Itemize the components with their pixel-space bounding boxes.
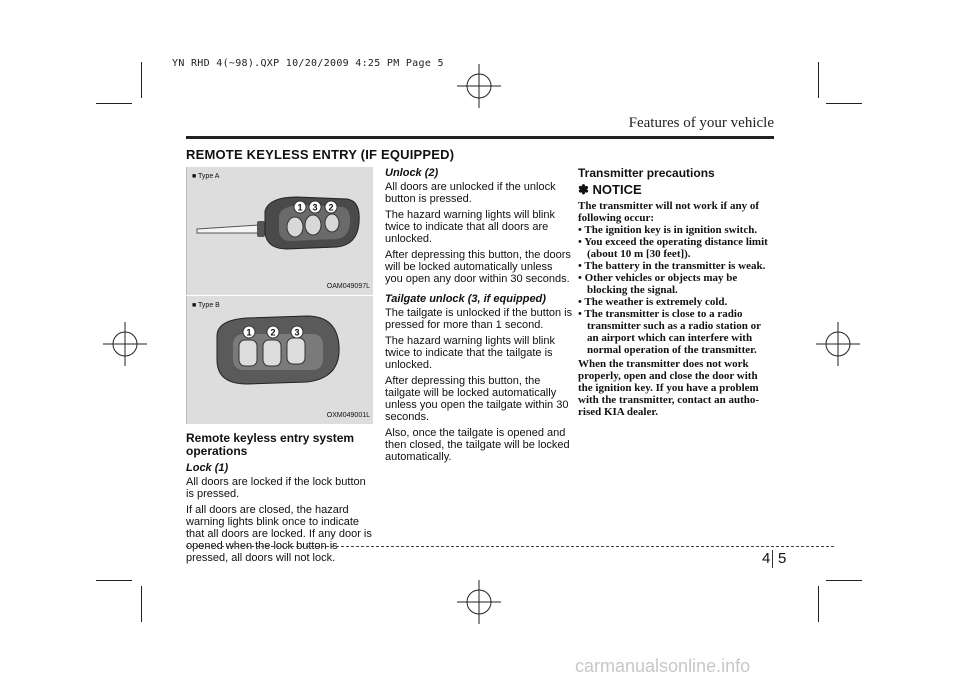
figure-type-b-code: OXM049001L — [326, 412, 370, 419]
notice-intro: The transmitter will not work if any of following occur: — [578, 200, 759, 224]
main-heading: REMOTE KEYLESS ENTRY (IF EQUIPPED) — [186, 147, 455, 162]
lock-paragraph-2: If all doors are closed, the hazard warning lights blink once to indicate that all doors are locked. If any door is opened when the lock button is pressed, all doors will not lock. — [186, 504, 372, 564]
type-a-button-3-label: 3 — [312, 202, 318, 213]
registration-mark-left — [103, 322, 147, 366]
notice-list — [578, 224, 774, 356]
figure-type-a-code: OAM049097L — [326, 283, 370, 290]
registration-mark-right — [816, 322, 860, 366]
unlock-paragraph-2: The hazard warning lights will blink twice to indicate that all doors are unlocked. — [385, 209, 555, 245]
type-a-button-labels — [187, 167, 373, 295]
tailgate-paragraph-4: Also, once the tailgate is opened and then closed, the tailgate will be locked automatically. — [385, 427, 570, 463]
trim-mark-top-right-v — [818, 62, 819, 98]
print-slug: YN RHD 4(~98).QXP 10/20/2009 4:25 PM Page 5 — [172, 58, 444, 69]
notice-item: • The transmitter is close to a radio transmitter such as a radio station or an airport which can interfere with normal operation of the transmitter. — [578, 308, 761, 356]
section-title: Features of your vehicle — [628, 115, 774, 131]
figure-type-a-label: ■ Type A — [192, 173, 220, 180]
type-b-button-3-label: 3 — [294, 327, 300, 338]
trim-mark-bottom-right-h — [826, 580, 862, 581]
figure-type-b-label: ■ Type B — [192, 302, 220, 309]
type-b-button-2-label: 2 — [270, 327, 276, 338]
registration-mark-top — [457, 64, 501, 108]
page-number: 5 — [778, 550, 787, 567]
trim-mark-bottom-right-v — [818, 586, 819, 622]
unlock-paragraph-3: After depressing this button, the doors will be locked automatically unless you open any door within 30 seconds. — [385, 249, 571, 285]
column-1 — [186, 167, 374, 568]
type-a-button-1-label: 1 — [297, 202, 303, 213]
tailgate-paragraph-3: After depressing this button, the tailgate will be locked automatically unless you open the tailgate within 30 seconds. — [385, 375, 569, 423]
unlock-heading: Unlock (2) — [385, 167, 439, 179]
unlock-paragraph-1: All doors are unlocked if the unlock button is pressed. — [385, 181, 556, 205]
trim-mark-bottom-left-v — [141, 586, 142, 622]
notice-label: NOTICE — [592, 182, 642, 197]
notice-item: • The ignition key is in ignition switch. — [578, 224, 758, 236]
type-b-button-1-label: 1 — [246, 327, 252, 338]
notice-body — [578, 200, 774, 418]
notice-item: • The battery in the transmitter is weak. — [578, 260, 766, 272]
header-rule — [186, 136, 774, 139]
trim-mark-top-left-v — [141, 62, 142, 98]
figure-type-a — [186, 167, 373, 295]
notice-closing: When the transmitter does not work properly, open and close the door with the ignition key. If you have a problem with the transmitter, contact an autho-rised KIA dealer. — [578, 358, 760, 418]
trim-mark-bottom-left-h — [96, 580, 132, 581]
lock-paragraph-1: All doors are locked if the lock button is pressed. — [186, 476, 366, 500]
lock-heading: Lock (1) — [186, 462, 229, 474]
column-3 — [578, 167, 774, 418]
rke-operations-heading: Remote keyless entry system operations — [186, 431, 355, 458]
registration-mark-bottom — [457, 580, 501, 624]
transmitter-precautions-heading: Transmitter precautions — [578, 166, 715, 180]
notice-item: • Other vehicles or objects may be blocking the signal. — [578, 272, 738, 296]
trim-mark-top-right-h — [826, 103, 862, 104]
chapter-number: 4 — [762, 550, 771, 567]
notice-item: • You exceed the operating distance limit (about 10 m [30 feet]). — [578, 236, 768, 260]
tailgate-paragraph-1: The tailgate is unlocked if the button is pressed for more than 1 second. — [385, 307, 573, 331]
bottom-rule — [186, 546, 834, 547]
notice-item: • The weather is extremely cold. — [578, 296, 728, 308]
notice-heading — [578, 184, 774, 196]
type-b-button-labels — [187, 296, 373, 424]
tailgate-heading: Tailgate unlock (3, if equipped) — [385, 293, 546, 305]
page-number-separator — [772, 550, 773, 568]
column-2 — [385, 167, 573, 467]
trim-mark-top-left-h — [96, 103, 132, 104]
type-a-button-2-label: 2 — [328, 202, 334, 213]
footer-watermark: carmanualsonline.info — [575, 656, 751, 676]
figure-type-b — [186, 296, 373, 424]
notice-star-icon: ✽ — [578, 182, 589, 197]
tailgate-paragraph-2: The hazard warning lights will blink twice to indicate that the tailgate is unlocked. — [385, 335, 555, 371]
